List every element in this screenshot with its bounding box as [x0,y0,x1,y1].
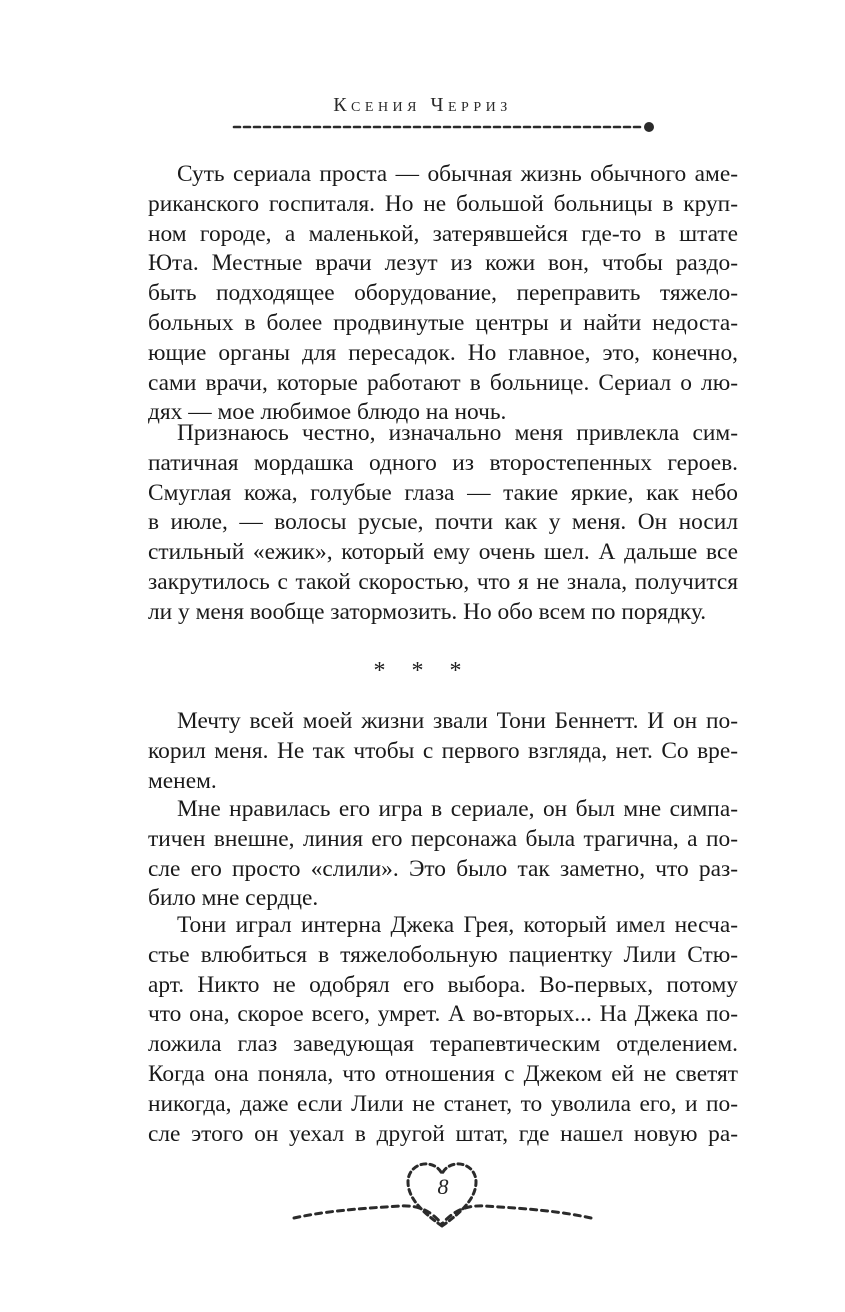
text-line: стье влюбиться в тяжелобольную пациентку Лили Стю- [148,941,738,968]
text-line: ном городе, а маленькой, затерявшейся где-то в штате [148,220,738,247]
text-line: стильный «ежик», который ему очень шел. А дальше все [148,539,738,566]
paragraph-4 [148,795,738,914]
text-line: менем. [148,767,217,794]
text-line: Мечту всей моей жизни звали Тони Беннетт. И он по- [177,708,738,734]
text-line: что она, скорое всего, умрет. А во-вторых... На Джека по- [148,1001,738,1028]
text-line: быть подходящее оборудование, переправить тяжело- [148,280,738,307]
header-dashed-rule [232,119,657,135]
page-number: 8 [437,1174,449,1199]
text-line: Когда она поняла, что отношения с Джеком ей не светят [148,1060,738,1087]
text-line: ющие органы для пересадок. Но главное, это, конечно, [148,339,738,366]
text-line: сле его просто «слили». Это было так заметно, что раз- [148,855,738,882]
running-head-author: Ксения Черриз [333,94,512,116]
text-line: закрутилось с такой скоростью, что я не знала, получится [148,568,738,595]
text-line: сами врачи, которые работают в больнице. Сериал о лю- [148,369,738,396]
text-line: Признаюсь честно, изначально меня привлекла сим- [177,420,738,446]
text-line: Мне нравилась его игра в сериале, он был мне симпа- [177,796,738,822]
text-line: Суть сериала проста — обычная жизнь обычного аме- [177,161,738,187]
text-line: арт. Никто не одобрял его выбора. Во-первых, потому [148,971,738,998]
text-line: било мне сердце. [148,885,319,912]
text-line: никогда, даже если Лили не станет, то уволила его, и по- [148,1090,738,1117]
text-line: корил меня. Не так чтобы с первого взгляда, нет. Со вре- [148,737,738,764]
paragraph-5 [148,911,738,1149]
text-line: Смуглая кожа, голубые глаза — такие яркие, как небо [148,479,738,506]
text-line: тичен внешне, линия его персонажа была трагична, а по- [148,825,738,852]
paragraph-2 [148,419,738,628]
paragraph-3 [148,707,738,796]
text-line: дях — мое любимое блюдо на ночь. [148,399,507,426]
text-line: риканского госпиталя. Но не большой больницы в круп- [148,190,738,217]
section-separator: * * * [373,658,472,684]
text-line: Тони играл интерна Джека Грея, который имел несча- [177,912,738,938]
text-line: ли у меня вообще затормозить. Но обо всем по порядку. [148,598,707,625]
text-line: больных в более продвинутые центры и найти недоста- [148,309,738,336]
paragraph-1 [148,160,738,428]
text-line: Юта. Местные врачи лезут из кожи вон, чтобы раздо- [148,250,738,277]
text-line: сле этого он уехал в другой штат, где нашел новую ра- [148,1120,738,1147]
text-line: ложила глаз заведующая терапевтическим отделением. [148,1031,738,1058]
text-line: в июле, — волосы русые, почти как у меня. Он носил [148,509,738,536]
text-line: патичная мордашка одного из второстепенных героев. [148,449,738,476]
